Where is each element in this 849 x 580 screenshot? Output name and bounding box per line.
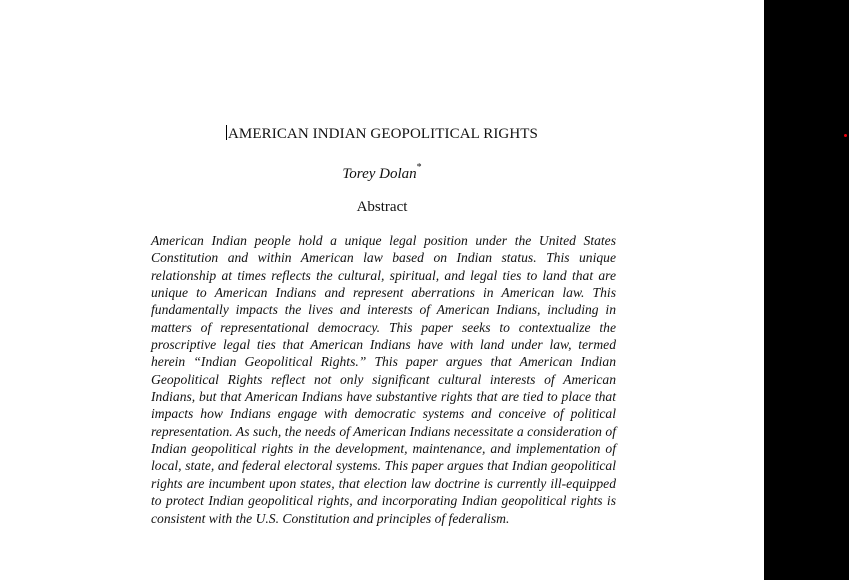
indicator-dot-icon xyxy=(844,134,847,137)
abstract-body: American Indian people hold a unique legal position under the United States Constitution and within American law based on Indian status. This unique relationship at times reflects the cultural, spiritual, and legal ties to land that are unique to American Indians and represent aberrations in American law. This fundamentally impacts the lives and interests of American Indians, including in matters of representational democracy. This paper seeks to contextualize the proscriptive legal ties that American Indians have with land under law, termed herein “Indian Geopolitical Rights.” This paper argues that American Indian Geopolitical Rights reflect not only significant cultural interests of American Indians, but that American Indians have substantive rights that are tied to place that impacts how Indians engage with democratic systems and conceive of political representation. As such, the needs of American Indians necessitate a consideration of Indian geopolitical rights in the development, maintenance, and implementation of local, state, and federal electoral systems. This paper argues that Indian geopolitical rights are incumbent upon states, that election law doctrine is currently ill-equipped to protect Indian geopolitical rights, and incorporating Indian geopolitical rights is consistent with the U.S. Constitution and principles of federalism. xyxy=(151,233,616,526)
document-title-line xyxy=(0,125,764,143)
author-footnote-mark[interactable]: * xyxy=(416,162,422,173)
author-name: Torey Dolan xyxy=(342,166,417,182)
abstract-heading: Abstract xyxy=(356,199,408,215)
document-title: AMERICAN INDIAN GEOPOLITICAL RIGHTS xyxy=(227,126,538,142)
text-cursor xyxy=(226,125,227,140)
author-line xyxy=(0,161,764,183)
side-panel xyxy=(764,0,849,580)
